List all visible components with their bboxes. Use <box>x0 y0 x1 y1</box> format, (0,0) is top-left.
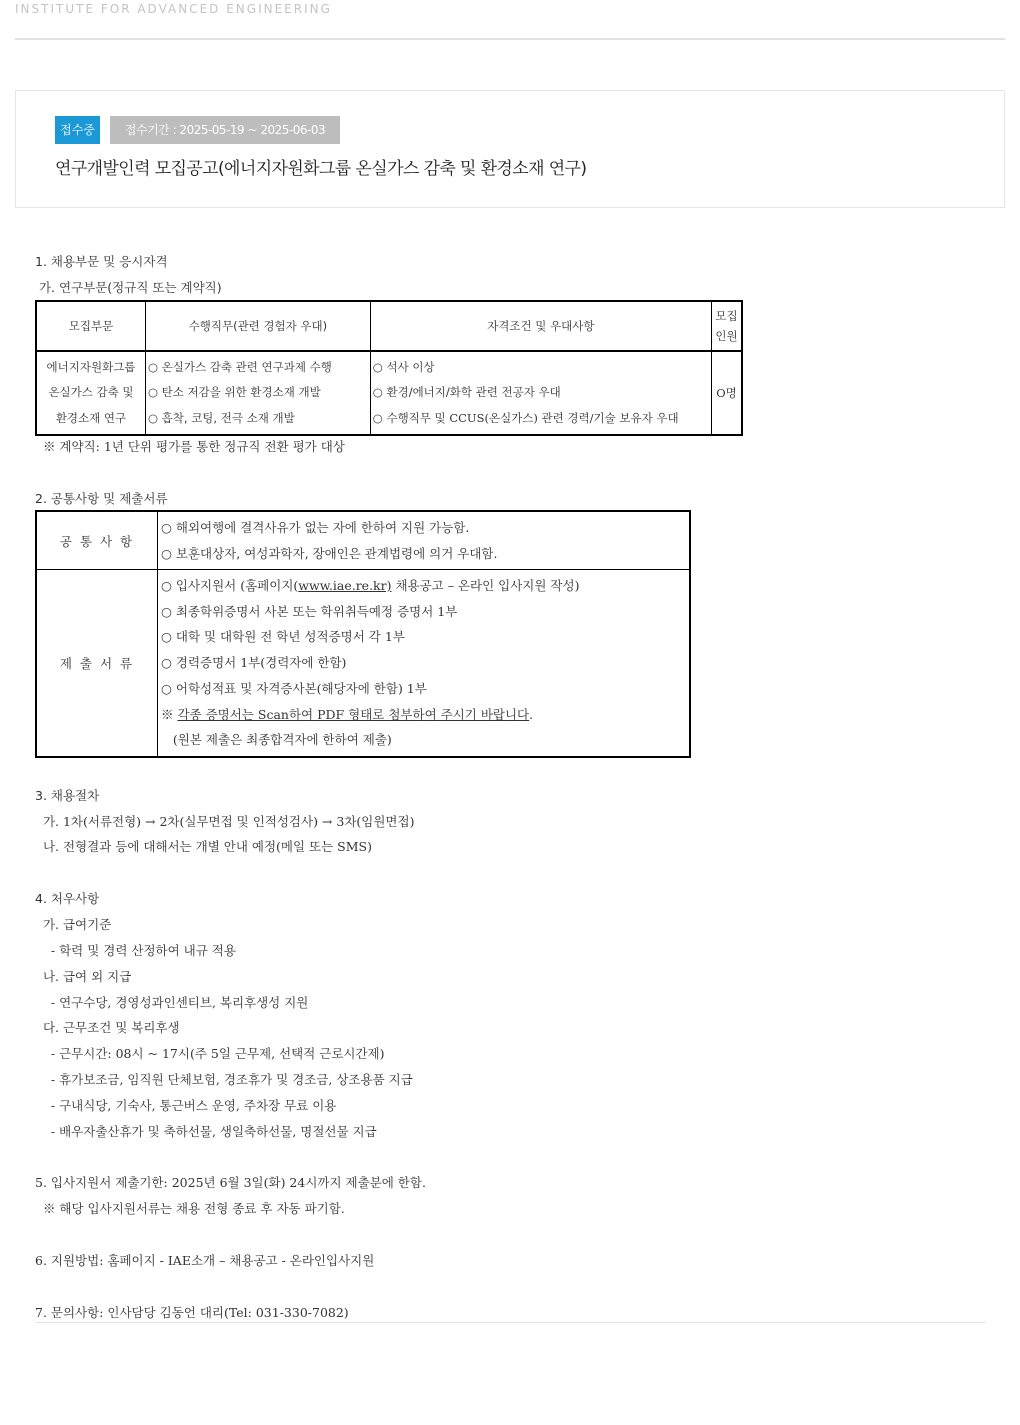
section-4-item: - 휴가보조금, 임직원 단체보험, 경조휴가 및 경조금, 상조용품 지급 <box>35 1072 413 1087</box>
docs-note-2: (원본 제출은 최종합격자에 한하여 제출) <box>161 732 392 748</box>
qual-item: ○ 수행직무 및 CCUS(온실가스) 관련 경력/기술 보유자 우대 <box>372 410 679 425</box>
col-header-count-line1: 모집 <box>715 309 738 323</box>
docs-item-text: ○ 입사지원서 (홈페이지( <box>161 577 299 593</box>
col-header-dept: 모집부문 <box>36 301 145 351</box>
docs-item: ○ 대학 및 대학원 전 학년 성적증명서 각 1부 <box>161 629 405 645</box>
section-1-note: ※ 계약직: 1년 단위 평가를 통한 정규직 전환 평가 대상 <box>35 439 345 454</box>
docs-item: ○ 어학성적표 및 자격증사본(해당자에 한함) 1부 <box>161 680 427 696</box>
requirements-table <box>35 510 691 758</box>
col-header-quals: 자격조건 및 우대사항 <box>370 301 711 351</box>
section-7-heading: 7. 문의사항: 인사담당 김동언 대리(Tel: 031-330-7082) <box>35 1305 349 1320</box>
docs-item: ○ 최종학위증명서 사본 또는 학위취득예정 증명서 1부 <box>161 603 458 619</box>
qual-item: ○ 환경/에너지/화학 관련 전공자 우대 <box>372 385 561 400</box>
col-header-count-line2: 인원 <box>715 329 738 343</box>
homepage-link[interactable]: www.iae.re.kr) <box>298 577 392 593</box>
duties-cell <box>145 351 370 435</box>
status-badge: 접수중 <box>55 116 100 144</box>
docs-cell <box>158 570 691 758</box>
common-cell <box>158 511 691 570</box>
docs-label: 제 출 서 류 <box>36 570 158 758</box>
section-3-item: 나. 전형결과 등에 대해서는 개별 안내 예정(메일 또는 SMS) <box>35 839 372 854</box>
dept-line: 온실가스 감축 및 <box>48 385 134 400</box>
common-item: ○ 해외여행에 결격사유가 없는 자에 한하여 지원 가능함. <box>161 519 470 535</box>
section-4-item: - 학력 및 경력 산정하여 내규 적용 <box>35 943 236 958</box>
section-2-heading: 2. 공통사항 및 제출서류 <box>35 491 168 506</box>
docs-item: ○ 경력증명서 1부(경력자에 한함) <box>161 655 347 671</box>
duty-item: ○ 탄소 저감을 위한 환경소재 개발 <box>147 385 321 400</box>
section-1-heading: 1. 채용부문 및 응시자격 <box>35 254 168 269</box>
section-4-item: 나. 급여 외 지급 <box>35 969 132 984</box>
section-4-item: - 구내식당, 기숙사, 통근버스 운영, 주차장 무료 이용 <box>35 1098 337 1113</box>
section-4-item: - 근무시간: 08시 ~ 17시(주 5일 근무제, 선택적 근로시간제) <box>35 1046 385 1061</box>
docs-item <box>159 573 688 599</box>
section-5-note: ※ 해당 입사지원서류는 채용 전형 종료 후 자동 파기함. <box>35 1201 345 1216</box>
notice-title: 연구개발인력 모집공고(에너지자원화그룹 온실가스 감축 및 환경소재 연구) <box>55 159 587 179</box>
common-item: ○ 보훈대상자, 여성과학자, 장애인은 관계법령에 의거 우대함. <box>161 545 498 561</box>
section-6-heading: 6. 지원방법: 홈페이지 - IAE소개 – 채용공고 - 온라인입사지원 <box>35 1253 375 1268</box>
docs-note-mark: ※ <box>161 706 178 722</box>
duty-item: ○ 흡착, 코팅, 전극 소재 개발 <box>147 410 295 425</box>
dept-line: 에너지자원화그룹 <box>46 359 136 374</box>
docs-note-end: . <box>529 706 534 722</box>
docs-note-text: 각종 증명서는 Scan하여 PDF 형태로 첨부하여 주시기 바랍니다 <box>177 706 530 722</box>
section-3-item: 가. 1차(서류전형) → 2차(실무면접 및 인적성검사) → 3차(임원면접) <box>35 814 415 829</box>
quals-cell <box>370 351 711 435</box>
notice-header-card <box>15 90 1005 208</box>
header-divider <box>15 38 1005 40</box>
section-4-item: 다. 근무조건 및 복리후생 <box>35 1020 180 1035</box>
section-4-item: - 배우자출산휴가 및 축하선물, 생일축하선물, 명절선물 지급 <box>35 1124 377 1139</box>
duty-item: ○ 온실가스 감축 관련 연구과제 수행 <box>147 359 332 374</box>
count-cell: O명 <box>711 351 742 435</box>
dept-line: 환경소재 연구 <box>55 410 127 425</box>
docs-item-text: 채용공고 – 온라인 입사지원 작성) <box>391 577 580 593</box>
section-4-heading: 4. 처우사항 <box>35 891 100 906</box>
docs-note <box>159 702 688 728</box>
col-header-count <box>711 301 742 351</box>
recruitment-table <box>35 300 743 436</box>
section-4-item: - 연구수당, 경영성과인센티브, 복리후생성 지원 <box>35 995 309 1010</box>
content-divider <box>35 1322 985 1323</box>
section-4-item: 가. 급여기준 <box>35 917 112 932</box>
common-label: 공 통 사 항 <box>36 511 158 570</box>
section-3-heading: 3. 채용절차 <box>35 788 100 803</box>
dept-cell <box>36 351 145 435</box>
col-header-duties: 수행직무(관련 경험자 우대) <box>145 301 370 351</box>
qual-item: ○ 석사 이상 <box>372 359 435 374</box>
period-badge: 접수기간 : 2025-05-19 ~ 2025-06-03 <box>110 116 340 144</box>
section-1-subheading: 가. 연구부문(정규직 또는 계약직) <box>35 280 222 295</box>
institute-brand[interactable]: INSTITUTE FOR ADVANCED ENGINEERING <box>15 2 332 16</box>
section-5-heading: 5. 입사지원서 제출기한: 2025년 6월 3일(화) 24시까지 제출분에 한함. <box>35 1175 426 1190</box>
